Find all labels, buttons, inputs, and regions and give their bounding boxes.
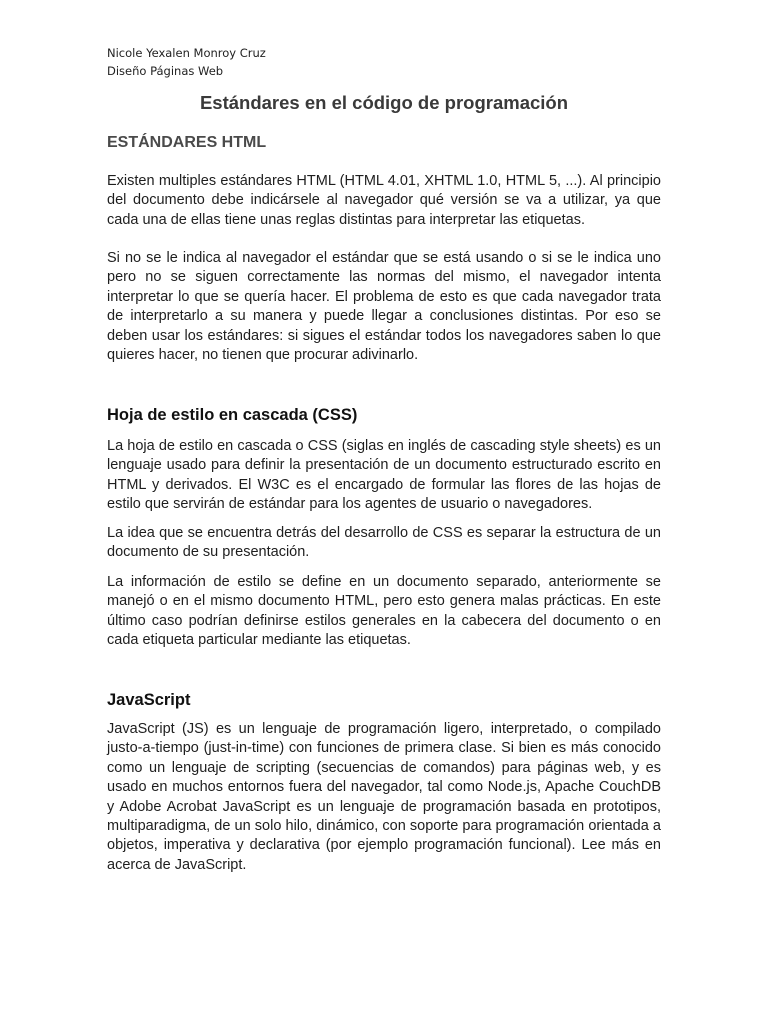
course-name: Diseño Páginas Web xyxy=(107,64,224,78)
paragraph-css-2: La idea que se encuentra detrás del desarrollo de CSS es separar la estructura de un documento de su presentación. xyxy=(107,525,661,561)
section-heading-css: Hoja de estilo en cascada (CSS) xyxy=(107,406,358,424)
paragraph-html-2: Si no se le indica al navegador el estándar que se está usando o si se le indica uno pero no se siguen correctamente las normas del mismo, el navegador intenta interpretar lo que se quería hacer. El problema de esto es que cada navegador trata de interpretarlo a su manera y puede llegar a conclusiones distintas. Por eso se deben usar los estándares: si sigues el estándar todos los navegadores saben lo que quieres hacer, no tienen que procurar adivinarlo. xyxy=(107,250,661,364)
document-title: Estándares en el código de programación xyxy=(199,92,569,113)
paragraph-css-1: La hoja de estilo en cascada o CSS (siglas en inglés de cascading style sheets) es un lenguaje usado para definir la presentación de un documento estructurado escrito en HTML y derivados. El W3C es el encargado de formular las flores de las hojas de estilo que servirán de estándar para los agentes de usuario o navegadores. xyxy=(107,438,661,513)
paragraph-html-1: Existen multiples estándares HTML (HTML 4.01, XHTML 1.0, HTML 5, ...). Al principio del documento debe indicársele al navegador qué versión se va a utilizar, ya que cada una de ellas tiene unas reglas distintas para interpretar las etiquetas. xyxy=(107,173,661,228)
author-name: Nicole Yexalen Monroy Cruz xyxy=(107,46,266,60)
document-header xyxy=(107,44,266,80)
paragraph-css-3: La información de estilo se define en un documento separado, anteriormente se manejó o en el mismo documento HTML, pero esto genera malas prácticas. En este último caso podrían definirse estilos generales en la cabecera del documento o en cada etiqueta particular mediante las etiquetas. xyxy=(107,574,661,649)
section-heading-html: ESTÁNDARES HTML xyxy=(107,134,267,151)
paragraph-javascript-1: JavaScript (JS) es un lenguaje de programación ligero, interpretado, o compilado justo-a-tiempo (just-in-time) con funciones de primera clase. Si bien es más conocido como un lenguaje de scripting (secuencias de comandos) para páginas web, y es usado en muchos entornos fuera del navegador, tal como Node.js, Apache CouchDB y Adobe Acrobat JavaScript es un lenguaje de programación basada en prototipos, multiparadigma, de un solo hilo, dinámico, con soporte para programación orientada a objetos, imperativa y declarativa (por ejemplo programación funcional). Lee más en acerca de JavaScript. xyxy=(107,721,661,873)
section-heading-javascript: JavaScript xyxy=(107,691,191,709)
